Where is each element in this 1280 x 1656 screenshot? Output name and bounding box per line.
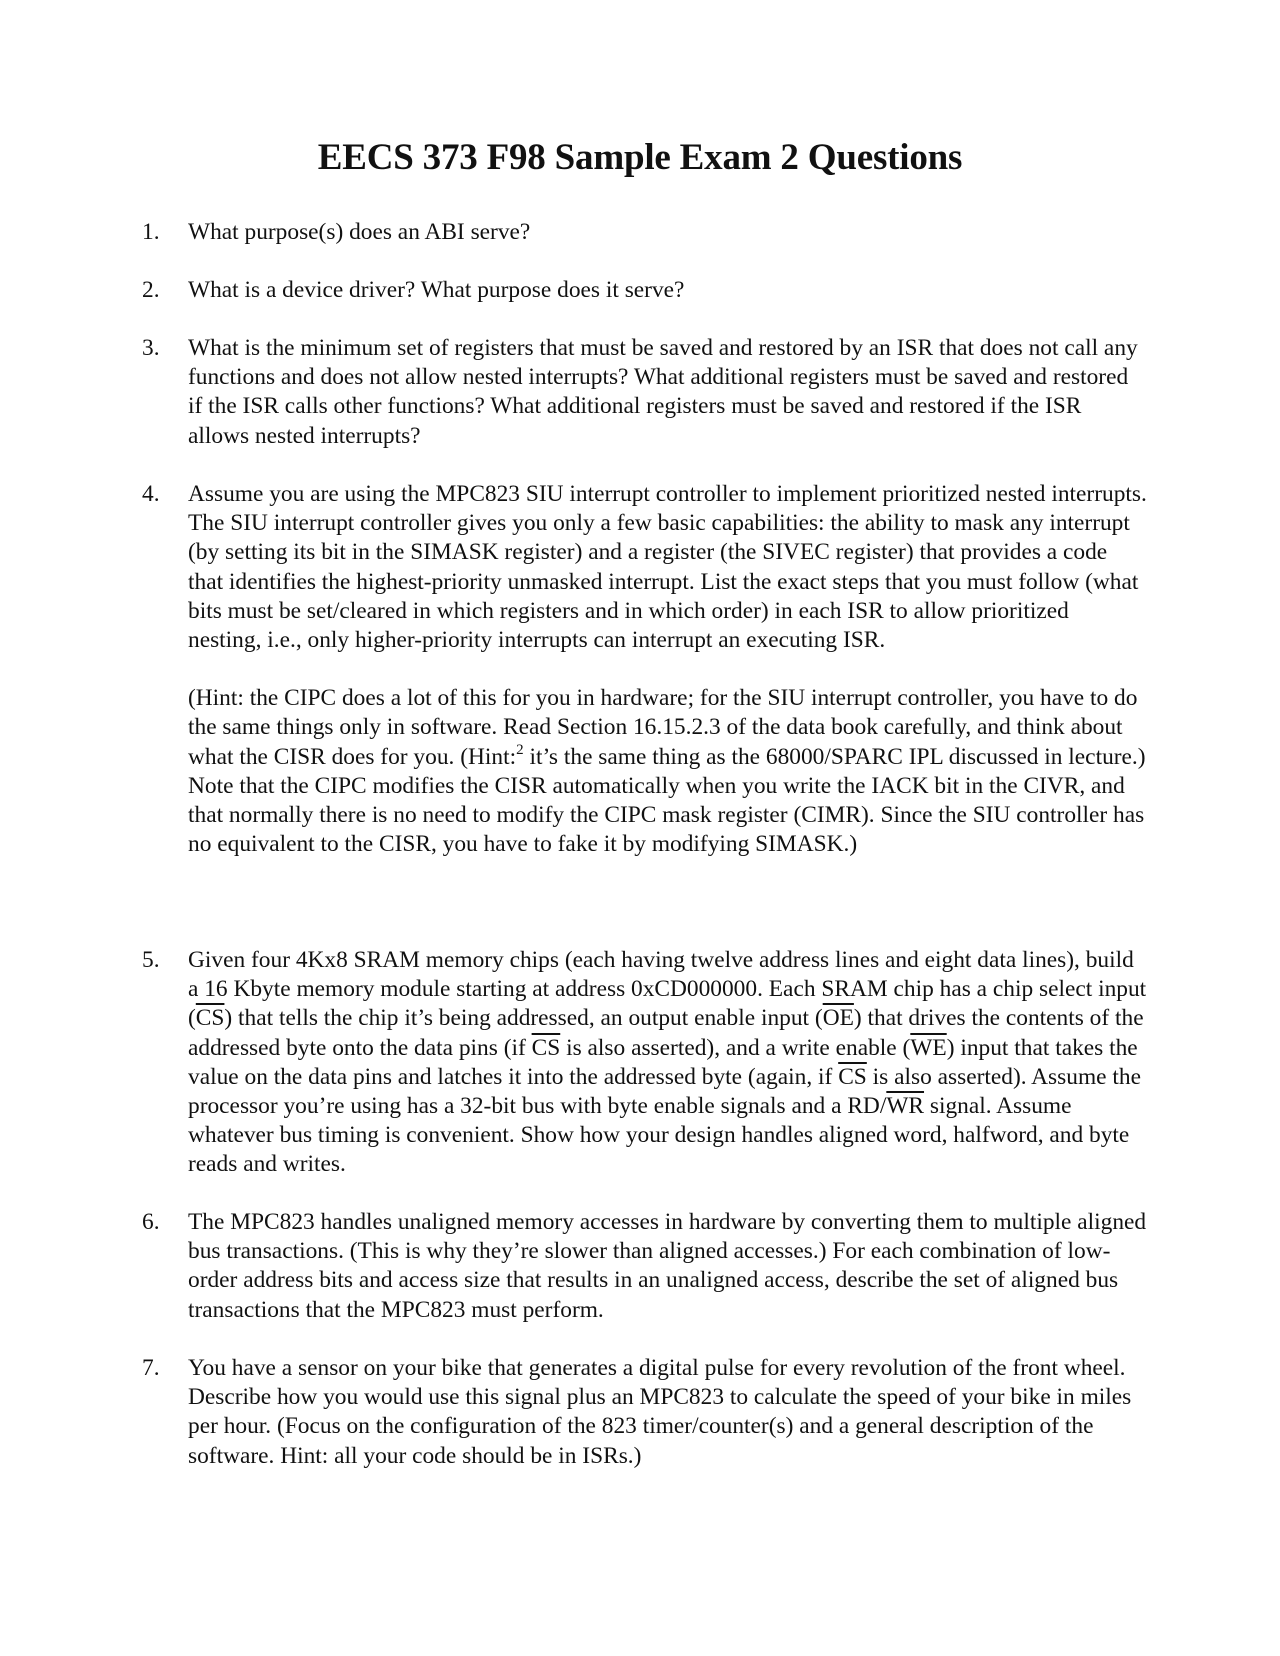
cs-signal: $\overline{CS}$ xyxy=(195,1005,225,1032)
footnote-marker: 2 xyxy=(516,741,524,758)
hint-text: (Hint: the CIPC does a lot of this for you in hardware; for the SIU interrupt controller, you have to do the same things only in software. Read Section 16.15.2.3 of the data book carefully, and think about what the CISR does for you. (Hint: xyxy=(188,685,1138,770)
question-5 xyxy=(142,946,1147,1180)
cs-signal: $\overline{CS}$ xyxy=(531,1034,561,1061)
question-7 xyxy=(142,1354,1147,1471)
question-text: The MPC823 handles unaligned memory accesses in hardware by converting them to multiple aligned bus transactions. (This is why they’re slower than aligned accesses.) For each combination of low-order address bits and access size that results in an unaligned access, describe the set of aligned bus transactions that the MPC823 must perform. xyxy=(188,1209,1147,1323)
question-hint xyxy=(188,684,1147,859)
wr-signal: $\overline{WR}$ xyxy=(886,1093,925,1120)
question-text: What is the minimum set of registers that must be saved and restored by an ISR that does not call any functions and does not allow nested interrupts? What additional registers must be saved and restored if the ISR calls other functions? What additional registers must be saved and restored if the ISR allows nested interrupts? xyxy=(188,335,1138,449)
oe-signal: $\overline{OE}$ xyxy=(822,1005,854,1032)
question-4 xyxy=(142,480,1147,859)
question-2 xyxy=(142,276,1147,305)
question-3 xyxy=(142,334,1147,451)
question-text: You have a sensor on your bike that generates a digital pulse for every revolution of the front wheel. Describe how you would use this signal plus an MPC823 to calculate the speed of your bike in miles per hour. (Focus on the configuration of the 823 timer/counter(s) and a general description of the software. Hint: all your code should be in ISRs.) xyxy=(188,1355,1132,1469)
question-text: What is a device driver? What purpose does it serve? xyxy=(188,277,685,303)
page-title: EECS 373 F98 Sample Exam 2 Questions xyxy=(317,137,963,178)
question-6 xyxy=(142,1208,1147,1325)
hint-text-continued: it’s the same thing as the 68000/SPARC IPL discussed in lecture.) Note that the CIPC modifies the CISR automatically when you write the IACK bit in the CIVR, and that normally there is no need to modify the CIPC mask register (CIMR). Since the SIU controller has no equivalent to the CISR, you have to fake it by modifying SIMASK.) xyxy=(188,743,1146,858)
question-number: 5. xyxy=(142,947,160,973)
question-number: 4. xyxy=(142,481,160,507)
question-number: 3. xyxy=(142,335,160,361)
question-number: 6. xyxy=(142,1209,160,1235)
cs-signal: $\overline{CS}$ xyxy=(838,1063,867,1090)
question-text: Given four 4Kx8 SRAM memory chips (each having twelve address lines and eight data lines), build a 16 Kbyte memory module starting at address 0xCD000000. Each SRAM chip has a chip select input $(\overline{CS})$ that tells the chip it’s being addressed, an output enable input $(\overline{OE})$ that drives the contents of the addressed byte onto the data pins (if $\overline{CS}$ is also asserted), and a write enable $(\overline{WE})$ input that takes the value on the data pins and latches it into the addressed byte (again, if $\overline{CS}$ is also asserted). Assume the processor you’re using has a 32-bit bus with byte enable signals and a $RD/\overline{WR}$ signal. Assume whatever bus timing is convenient. Show how your design handles aligned word, halfword, and byte reads and writes. xyxy=(188,947,1147,1178)
question-number: 1. xyxy=(142,219,160,245)
we-signal: $\overline{WE}$ xyxy=(910,1034,947,1061)
question-number: 7. xyxy=(142,1355,160,1381)
question-1 xyxy=(142,218,1147,247)
question-text: What purpose(s) does an ABI serve? xyxy=(188,219,531,245)
question-number: 2. xyxy=(142,277,160,303)
question-text: Assume you are using the MPC823 SIU interrupt controller to implement prioritized nested interrupts. The SIU interrupt controller gives you only a few basic capabilities: the ability to mask any interrupt (by setting its bit in the SIMASK register) and a register (the SIVEC register) that provides a code that identifies the highest-priority unmasked interrupt. List the exact steps that you must follow (what bits must be set/cleared in which registers and in which order) in each ISR to allow prioritized nesting, i.e., only higher-priority interrupts can interrupt an executing ISR. xyxy=(188,481,1147,654)
